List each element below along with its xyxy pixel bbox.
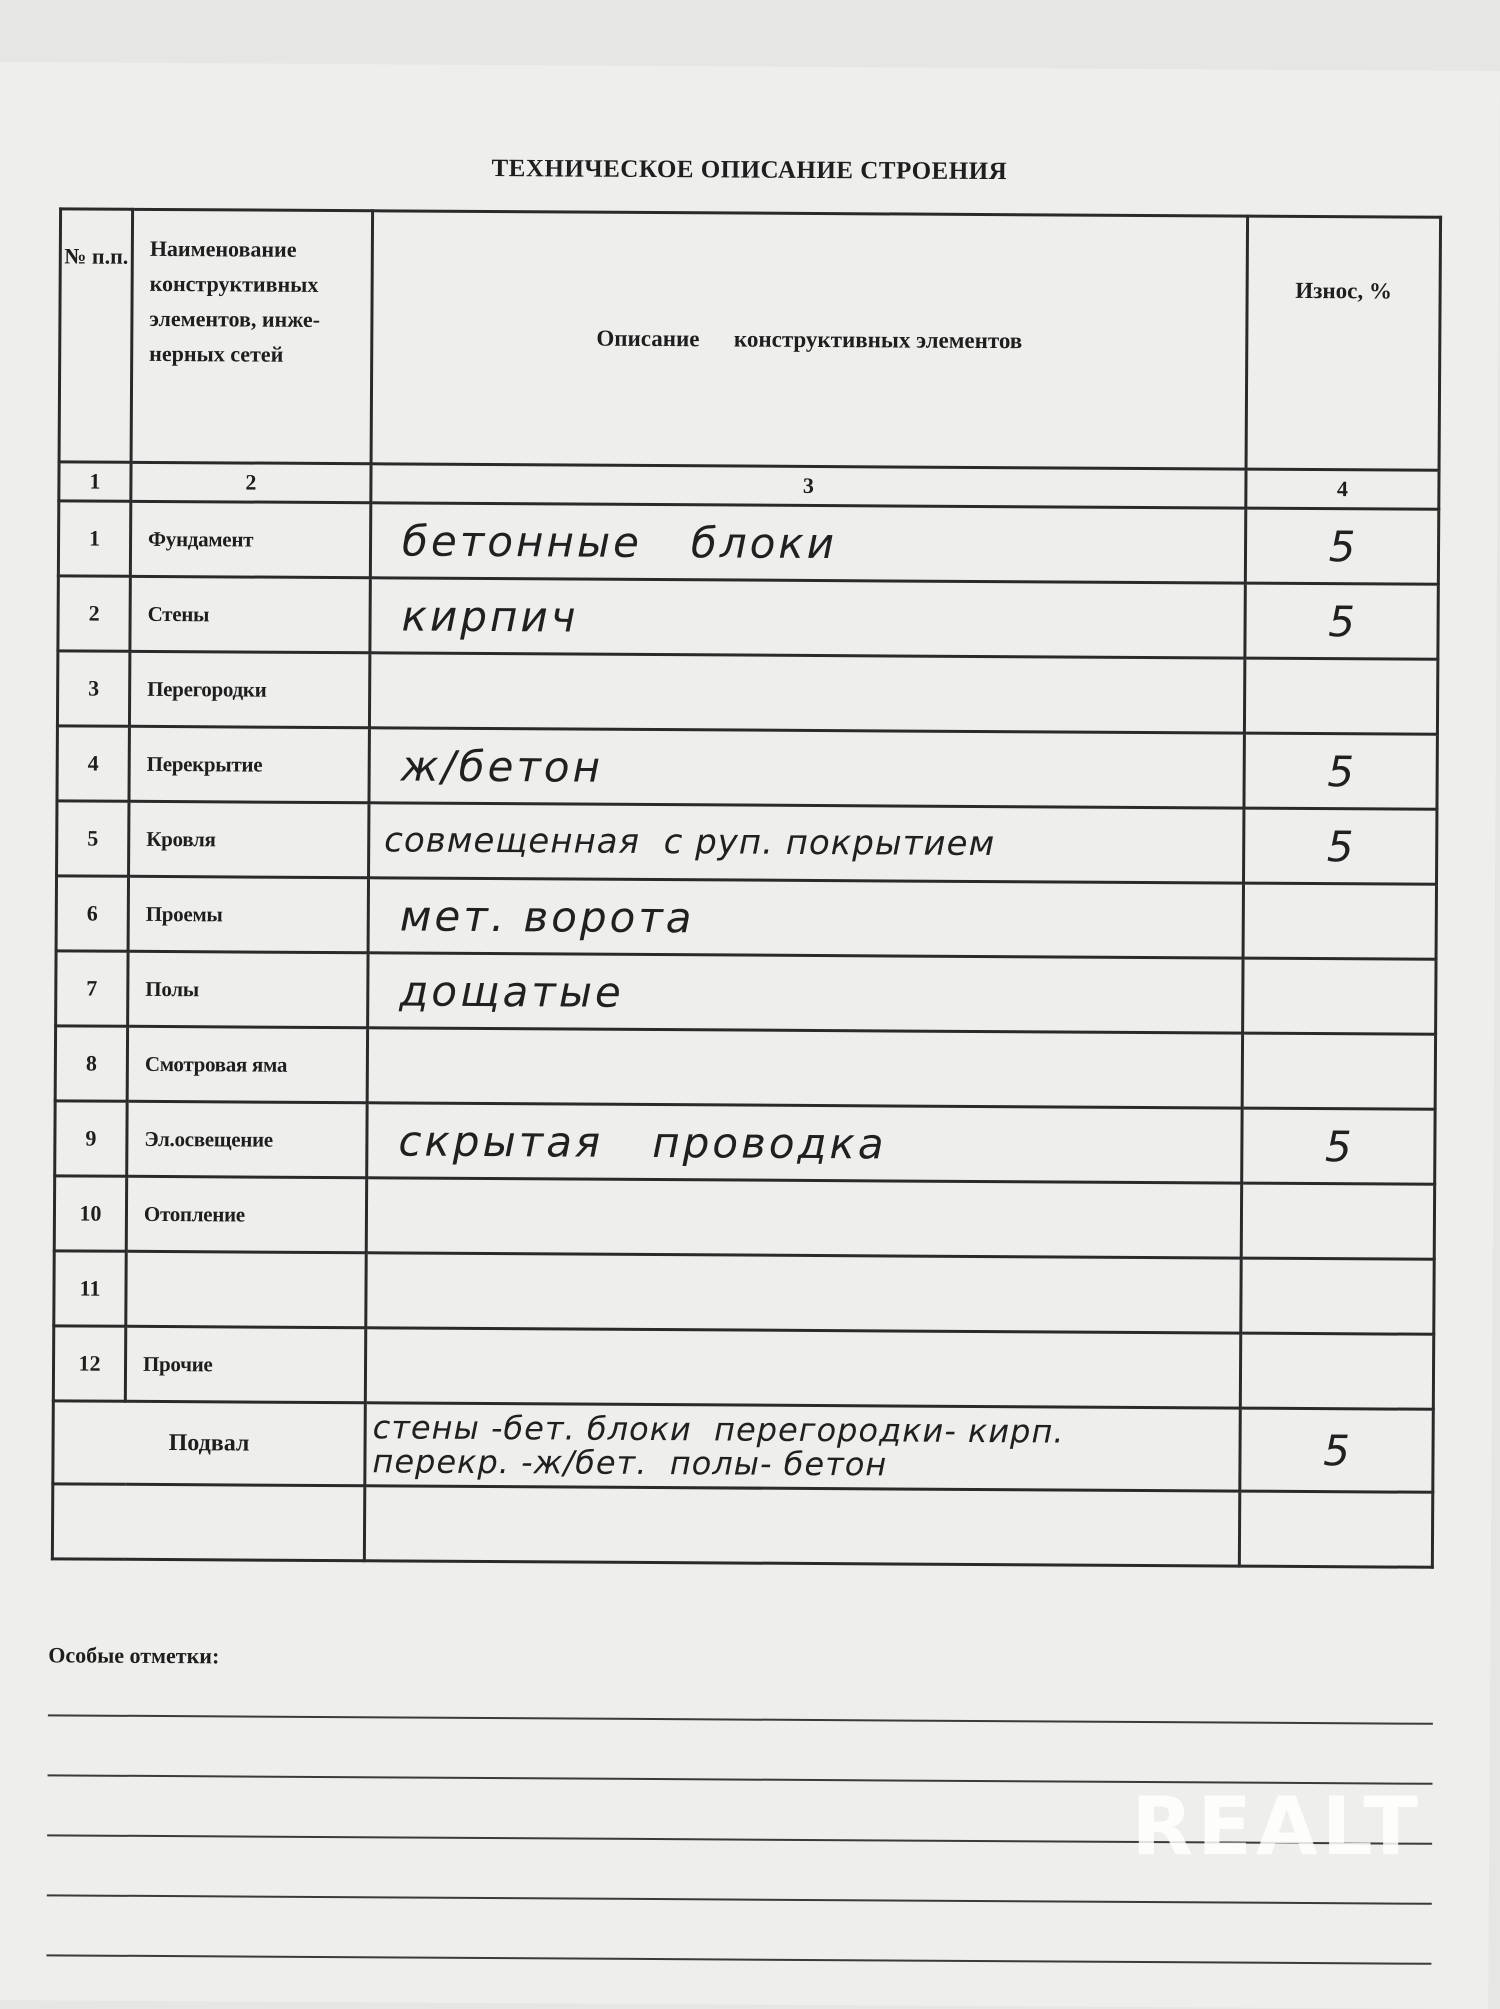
empty-cell <box>364 1486 1239 1566</box>
row-wear <box>1243 883 1436 959</box>
document-sheet <box>0 62 1500 2009</box>
row-element-name: Перекрытие <box>129 726 369 802</box>
row-description: совмещенная с руп. покрытием <box>369 803 1244 883</box>
row-number: 8 <box>55 1026 127 1101</box>
table-row <box>54 1251 1434 1334</box>
row-wear: 5 <box>1245 583 1438 659</box>
header-wear: Износ, % <box>1246 216 1441 470</box>
row-element-name: Перегородки <box>129 651 369 727</box>
row-description <box>369 653 1244 733</box>
table-row <box>56 951 1436 1034</box>
notes-line <box>46 1954 1431 1964</box>
row-wear <box>1241 1258 1434 1334</box>
row-description: дощатые <box>368 953 1243 1033</box>
notes-line <box>48 1714 1433 1724</box>
header-description: Описание конструктивных элементов <box>371 211 1248 469</box>
row-description <box>367 1028 1242 1108</box>
row-number: 12 <box>53 1326 125 1401</box>
basement-line-2: перекр. -ж/бет. полы- бетон <box>372 1442 888 1484</box>
row-element-name: Проемы <box>128 876 368 952</box>
row-element-name: Полы <box>128 951 368 1027</box>
special-marks-label: Особые отметки: <box>48 1642 220 1669</box>
column-number: 3 <box>371 464 1246 508</box>
basement-line-1: стены -бет. блоки перегородки- кирп. <box>372 1408 1065 1451</box>
row-description: скрытая проводка <box>367 1103 1242 1183</box>
basement-wear: 5 <box>1240 1408 1434 1492</box>
header-num: № п.п. <box>59 209 133 462</box>
table-row <box>56 876 1436 959</box>
row-wear <box>1243 958 1436 1034</box>
row-description <box>366 1253 1241 1333</box>
row-element-name: Эл.освещение <box>127 1101 367 1177</box>
table-row <box>58 501 1438 584</box>
row-description <box>366 1178 1241 1258</box>
header-name: Наименование конструктивных элементов, инже-нерных сетей <box>131 209 373 463</box>
notes-line <box>47 1894 1432 1904</box>
row-wear: 5 <box>1245 508 1438 584</box>
table-header-row <box>59 209 1441 470</box>
empty-cell <box>52 1484 364 1561</box>
document-title: ТЕХНИЧЕСКОЕ ОПИСАНИЕ СТРОЕНИЯ <box>491 155 1008 186</box>
row-element-name <box>126 1251 366 1327</box>
row-number: 1 <box>58 501 130 576</box>
table-row <box>58 576 1438 659</box>
row-description <box>365 1328 1240 1408</box>
realt-watermark-logo: REALT <box>1131 1780 1422 1873</box>
row-wear <box>1244 658 1437 734</box>
row-element-name: Прочие <box>125 1326 365 1402</box>
column-number: 2 <box>131 462 371 502</box>
row-wear: 5 <box>1244 733 1437 809</box>
row-description: бетонные блоки <box>370 503 1245 583</box>
row-number: 10 <box>54 1176 126 1251</box>
row-wear <box>1240 1333 1433 1409</box>
row-wear <box>1242 1033 1435 1109</box>
row-number: 2 <box>58 576 130 651</box>
row-wear: 5 <box>1244 808 1437 884</box>
table-row <box>57 726 1437 809</box>
table-row <box>55 1101 1435 1184</box>
basement-label: Подвал <box>53 1401 366 1486</box>
row-number: 4 <box>57 726 129 801</box>
table-row <box>53 1326 1433 1409</box>
row-number: 6 <box>56 876 128 951</box>
row-description: кирпич <box>370 578 1245 658</box>
table-row <box>54 1176 1434 1259</box>
basement-row <box>53 1401 1433 1492</box>
row-wear: 5 <box>1242 1108 1435 1184</box>
row-number: 5 <box>57 801 129 876</box>
row-element-name: Отопление <box>126 1176 366 1252</box>
row-wear <box>1241 1183 1434 1259</box>
row-element-name: Стены <box>130 576 370 652</box>
row-description: ж/бетон <box>369 728 1244 808</box>
empty-row <box>52 1484 1432 1567</box>
table-row <box>57 651 1437 734</box>
column-number: 1 <box>59 462 131 501</box>
empty-cell <box>1239 1491 1432 1567</box>
technical-description-table <box>51 207 1442 1568</box>
row-description: мет. ворота <box>368 878 1243 958</box>
row-number: 3 <box>57 651 129 726</box>
row-number: 9 <box>55 1101 127 1176</box>
column-number: 4 <box>1246 469 1439 509</box>
row-element-name: Смотровая яма <box>127 1026 367 1102</box>
row-element-name: Кровля <box>129 801 369 877</box>
table-row <box>55 1026 1435 1109</box>
table-row <box>57 801 1437 884</box>
row-element-name: Фундамент <box>130 501 370 577</box>
basement-description <box>365 1403 1240 1491</box>
row-number: 7 <box>56 951 128 1026</box>
row-number: 11 <box>54 1251 126 1326</box>
